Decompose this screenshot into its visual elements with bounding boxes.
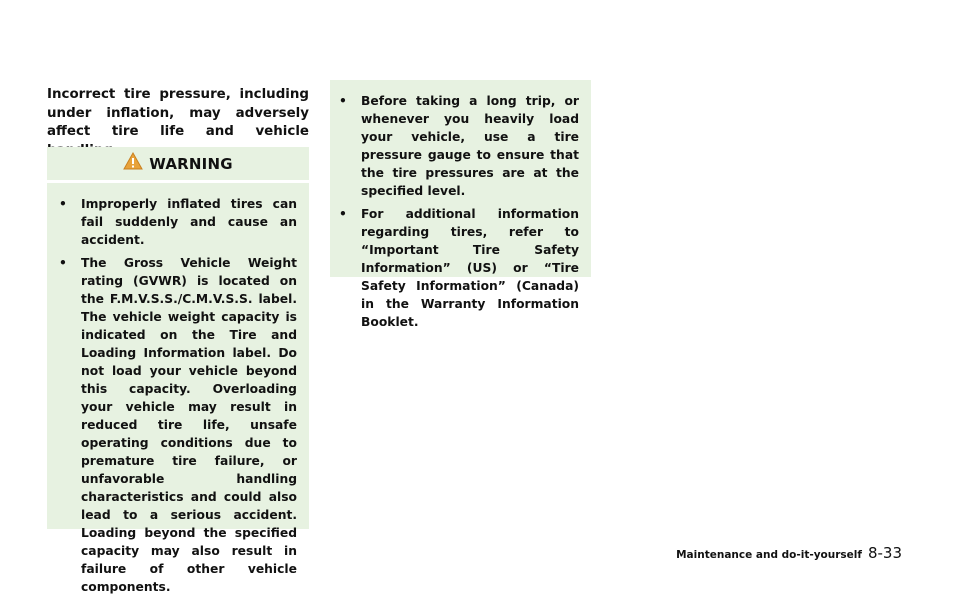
bullet-dot: • — [59, 197, 67, 211]
warning-item: • Improperly inflated tires can fail suddenly and cause an accident. — [59, 197, 297, 247]
bullet-dot: • — [339, 94, 347, 108]
note-item: • For additional information regarding tires, refer to “Important Tire Safety Information” (US) or “Tire Safety Information” (Canada) in the Warranty Information Booklet. — [339, 207, 579, 329]
warning-item: • The Gross Vehicle Weight rating (GVWR) is located on the F.M.V.S.S./C.M.V.S.S. label. The vehicle weight capacity is indicated on the Tire and Loading Information label. Do not load your vehicle beyond this capacity. Overloading your vehicle may result in reduced tire life, unsafe operating conditions due to premature tire failure, or unfavorable handling characteristics and could also lead to a serious accident. Loading beyond the specified capacity may also result in failure of other vehicle components. — [59, 256, 297, 594]
warning-divider — [47, 180, 309, 183]
notes-list — [339, 92, 579, 336]
warning-title: WARNING — [149, 154, 233, 173]
note-item: • Before taking a long trip, or whenever you heavily load your vehicle, use a tire pressure gauge to ensure that the tire pressures are at the specified level. — [339, 94, 579, 198]
notes-box — [330, 80, 591, 329]
warning-header — [47, 147, 309, 180]
footer-section-title: Maintenance and do-it-yourself — [676, 549, 862, 561]
warning-box — [47, 147, 309, 594]
warning-triangle-icon — [123, 152, 143, 170]
page-footer — [676, 544, 902, 562]
bullet-dot: • — [59, 256, 67, 270]
intro-paragraph: Incorrect tire pressure, including under inflation, may adversely affect tire life and vehicle — [47, 87, 309, 139]
page-number: 8-33 — [867, 544, 902, 562]
warning-list — [59, 195, 297, 601]
bullet-dot: • — [339, 207, 347, 221]
